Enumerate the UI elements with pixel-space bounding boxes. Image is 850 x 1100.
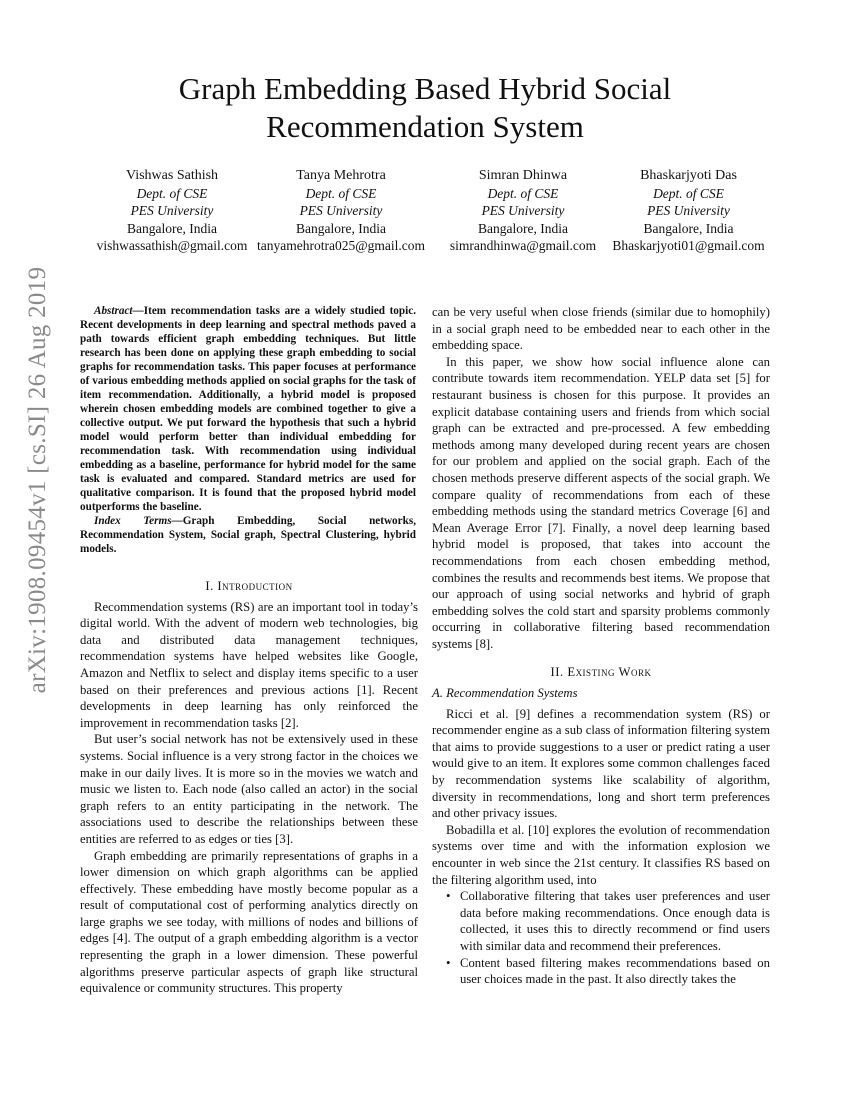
author-city: Bangalore, India xyxy=(643,220,734,236)
abstract xyxy=(80,304,416,556)
author-city: Bangalore, India xyxy=(296,220,386,236)
author-4 xyxy=(601,167,776,255)
abstract-text: —Item recommendation tasks are a widely studied topic. Recent developments in deep learning and spectral methods paved a path towards efficient graph embedding techniques. But little research has been done on applying these graph embedding to social graphs for recommendation tasks. This paper focuses at performance of various embedding methods applied on social graphs for the task of item recommendation. Additionally, a hybrid model is proposed wherein chosen embedding models are combined together to give a collective output. We put forward the hypothesis that such a hybrid model would perform better than individual embedding for recommendation task. With recommendation using individual embedding as a baseline, performance for hybrid model for the same task is evaluated and compared. Standard metrics are used for qualitative comparison. It is found that the proposed hybrid model outperforms the baseline. xyxy=(80,305,416,513)
list-item: • Collaborative filtering that takes user preferences and user data before making recommendations. Once enough data is collected, it uses this to directly recommend or find users with similar data and recommend their preferences. xyxy=(460,888,770,954)
paragraph: Graph embedding are primarily representations of graphs in a lower dimension on which graph algorithms can be applied effectively. These embedding have mostly become popular as a result of computational cost of performing analytics directly on large graphs we see today, with millions of nodes and billions of edges [4]. The output of a graph embedding algorithm is a vector representing the graph in a lower dimension. These powerful algorithms preserve particular aspects of graph like structural equivalence or community structures. This property xyxy=(80,848,418,996)
bullet-list xyxy=(432,888,770,988)
author-dept: Dept. of CSE xyxy=(305,185,377,201)
author-university: PES University xyxy=(130,203,214,218)
abstract-paragraph xyxy=(80,304,416,514)
author-name: Tanya Mehrotra xyxy=(296,168,386,183)
author-email[interactable]: Bhaskarjyoti01@gmail.com xyxy=(612,238,765,253)
author-university: PES University xyxy=(647,203,730,218)
section-number: II. xyxy=(550,665,564,680)
author-3 xyxy=(433,167,613,255)
paper-title: Graph Embedding Based Hybrid Social Recommendation System xyxy=(178,71,672,144)
list-item: • Content based filtering makes recommendations based on user choices made in the past. It also directly takes the xyxy=(460,955,770,988)
author-city: Bangalore, India xyxy=(478,220,568,236)
subsection-heading: A. Recommendation Systems xyxy=(432,686,578,701)
author-name: Vishwas Sathish xyxy=(125,168,219,183)
section-heading-introduction xyxy=(80,578,418,595)
section-title: Existing Work xyxy=(567,665,652,680)
author-email[interactable]: simrandhinwa@gmail.com xyxy=(449,238,597,253)
author-dept: Dept. of CSE xyxy=(653,185,724,201)
author-city: Bangalore, India xyxy=(127,220,217,236)
paragraph: In this paper, we show how social influence alone can contribute towards item recommendation. YELP data set [5] for restaurant business is chosen for this purpose. It provides an explicit database containing users and friends from which social graph can be extracted and pre-processed. A few embedding methods among many developed during recent years are chosen for our problem and applied on the social graph. Each of the chosen methods preserve different aspects of the social graph. We compare quality of recommendations from each of these embedding methods using the standard metrics Coverage [6] and Mean Average Error [7]. Finally, a novel deep learning based hybrid model is proposed, that takes into account the recommendations from each chosen embedding method, combines the results and recommends best items. We propose that our approach of using social networks and hybrid of graph embedding solves the cold start and sparsity problems commonly occurring in collaborative filtering based recommendation systems [8]. xyxy=(432,354,770,651)
index-terms xyxy=(80,514,416,556)
author-dept: Dept. of CSE xyxy=(136,185,208,201)
author-name: Simran Dhinwa xyxy=(478,168,568,183)
author-email[interactable]: tanyamehrotra025@gmail.com xyxy=(256,238,425,253)
author-university: PES University xyxy=(299,203,383,218)
spacer xyxy=(432,652,770,664)
abstract-label: Abstract xyxy=(94,305,133,317)
paragraph: Recommendation systems (RS) are an important tool in today’s digital world. With the advent of modern web technologies, big data and distributed data management techniques, recommendation systems have helped websites like Google, Amazon and Netflix to select and display items specific to a user based on their preferences and previous actions [1]. Recent developments in deep learning has only reinforced the improvement in recommendation tasks [2]. xyxy=(80,599,418,730)
left-column xyxy=(80,578,418,997)
author-2 xyxy=(243,167,439,255)
paragraph-continuation: can be very useful when close friends (similar due to homophily) in a social graph need to be embedded near to each other in the embedding space. xyxy=(432,305,770,353)
author-name: Bhaskarjyoti Das xyxy=(640,168,737,183)
paragraph: Ricci et al. [9] defines a recommendation system (RS) or recommender engine as a sub class of information filtering system that aims to provide suggestions to a user or predict rating a user would give to an item. It explores some common challenges faced by recommendation systems like scalability of algorithm, diversity in recommendations, long and short term preferences and other privacy issues. xyxy=(432,706,770,821)
author-university: PES University xyxy=(481,203,565,218)
arxiv-identifier[interactable]: arXiv:1908.09454v1 [cs.SI] 26 Aug 2019 xyxy=(24,266,51,694)
index-terms-label: Index Terms xyxy=(94,515,172,527)
index-terms-text: —Graph Embedding, Social networks, Recommendation System, Social graph, Spectral Clustering, hybrid models. xyxy=(80,515,416,555)
author-1 xyxy=(72,167,272,255)
paragraph: Bobadilla et al. [10] explores the evolution of recommendation systems over time and with the information explosion we encounter in web since the 21st century. It classifies RS based on the filtering algorithm used, into xyxy=(432,822,770,887)
author-email[interactable]: vishwassathish@gmail.com xyxy=(96,238,248,253)
section-title: Introduction xyxy=(217,579,293,593)
paragraph: But user’s social network has not be extensively used in these systems. Social influence is a very strong factor in the choices we make in our daily lives. It is more so in the movies we watch and music we listen to. Each node (also called an actor) in the social graph refers to an entity participating in the network. The associations used to describe the relationships between these entities are referred to as edges or ties [3]. xyxy=(80,732,418,846)
author-dept: Dept. of CSE xyxy=(487,185,559,201)
section-number: I. xyxy=(205,579,214,593)
right-column xyxy=(432,304,770,988)
section-heading-existing-work xyxy=(432,664,770,681)
